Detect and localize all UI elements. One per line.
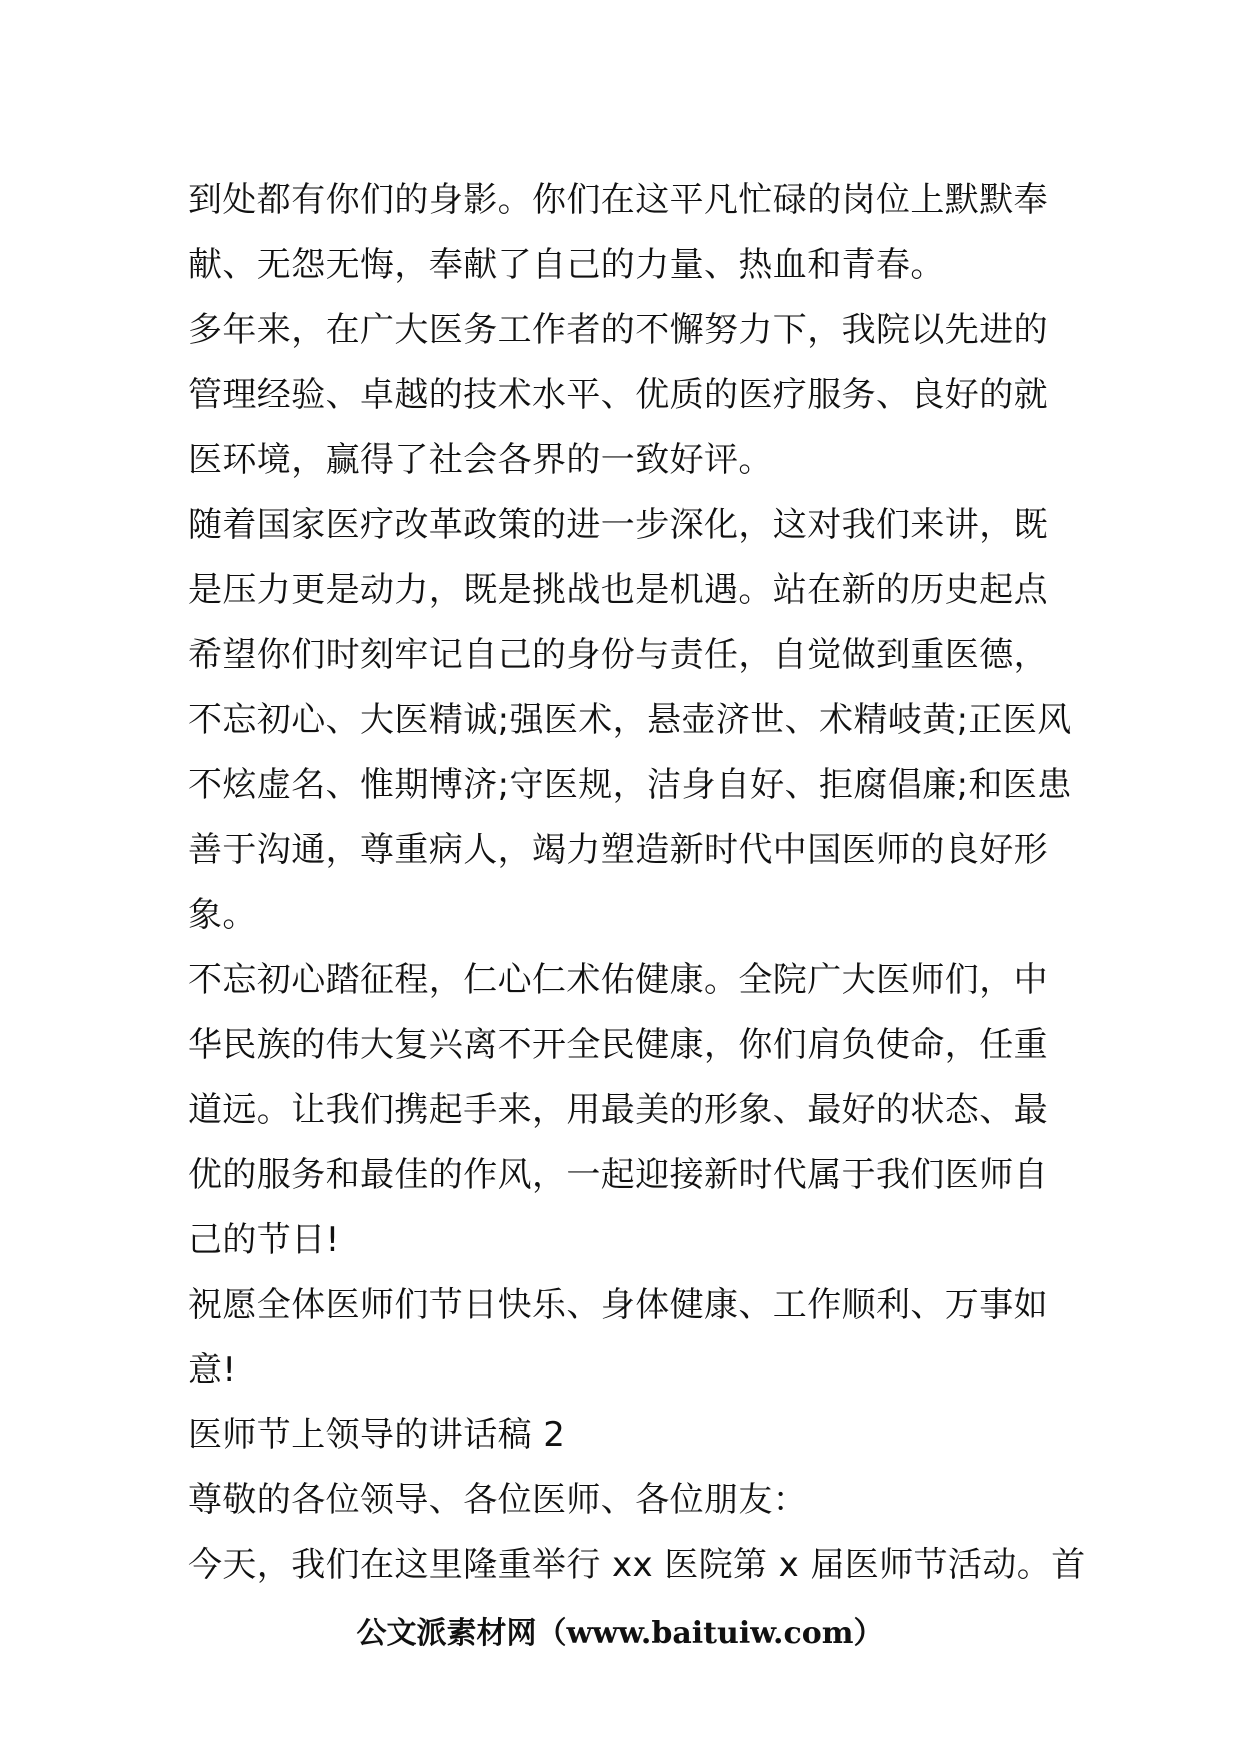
text-line: 祝愿全体医师们节日快乐、身体健康、工作顺利、万事如	[188, 1285, 1048, 1325]
text-line: 献、无怨无悔，奉献了自己的力量、热血和青春。	[188, 245, 945, 285]
text-line: 道远。让我们携起手来，用最美的形象、最好的状态、最	[188, 1090, 1048, 1130]
text-line: 到处都有你们的身影。你们在这平凡忙碌的岗位上默默奉	[188, 180, 1048, 220]
text-line: 不忘初心、大医精诚;强医术，悬壶济世、术精岐黄;正医风	[188, 700, 1072, 740]
section-heading: 医师节上领导的讲话稿 2	[188, 1415, 566, 1455]
text-line: 随着国家医疗改革政策的进一步深化，这对我们来讲，既	[188, 505, 1048, 545]
text-line: 是压力更是动力，既是挑战也是机遇。站在新的历史起点	[188, 570, 1048, 610]
text-line: 今天，我们在这里隆重举行 xx 医院第 x 届医师节活动。首	[188, 1545, 1086, 1585]
text-line: 多年来，在广大医务工作者的不懈努力下，我院以先进的	[188, 310, 1048, 350]
text-line: 不忘初心踏征程，仁心仁术佑健康。全院广大医师们，中	[188, 960, 1048, 1000]
text-line: 医环境，赢得了社会各界的一致好评。	[188, 440, 773, 480]
salutation: 尊敬的各位领导、各位医师、各位朋友：	[188, 1480, 808, 1520]
text-line: 华民族的伟大复兴离不开全民健康，你们肩负使命，任重	[188, 1025, 1048, 1065]
text-line: 象。	[188, 895, 257, 935]
document-body	[188, 168, 1086, 1598]
text-line: 己的节日!	[188, 1220, 340, 1260]
text-line: 意!	[188, 1350, 237, 1390]
page-footer: 公文派素材网（www.baituiw.com）	[356, 1616, 884, 1651]
text-line: 管理经验、卓越的技术水平、优质的医疗服务、良好的就	[188, 375, 1048, 415]
text-line: 善于沟通，尊重病人，竭力塑造新时代中国医师的良好形	[188, 830, 1048, 870]
text-line: 优的服务和最佳的作风，一起迎接新时代属于我们医师自	[188, 1155, 1048, 1195]
text-line: 希望你们时刻牢记自己的身份与责任，自觉做到重医德，	[188, 635, 1048, 675]
text-line: 不炫虚名、惟期博济;守医规，洁身自好、拒腐倡廉;和医患	[188, 765, 1072, 805]
